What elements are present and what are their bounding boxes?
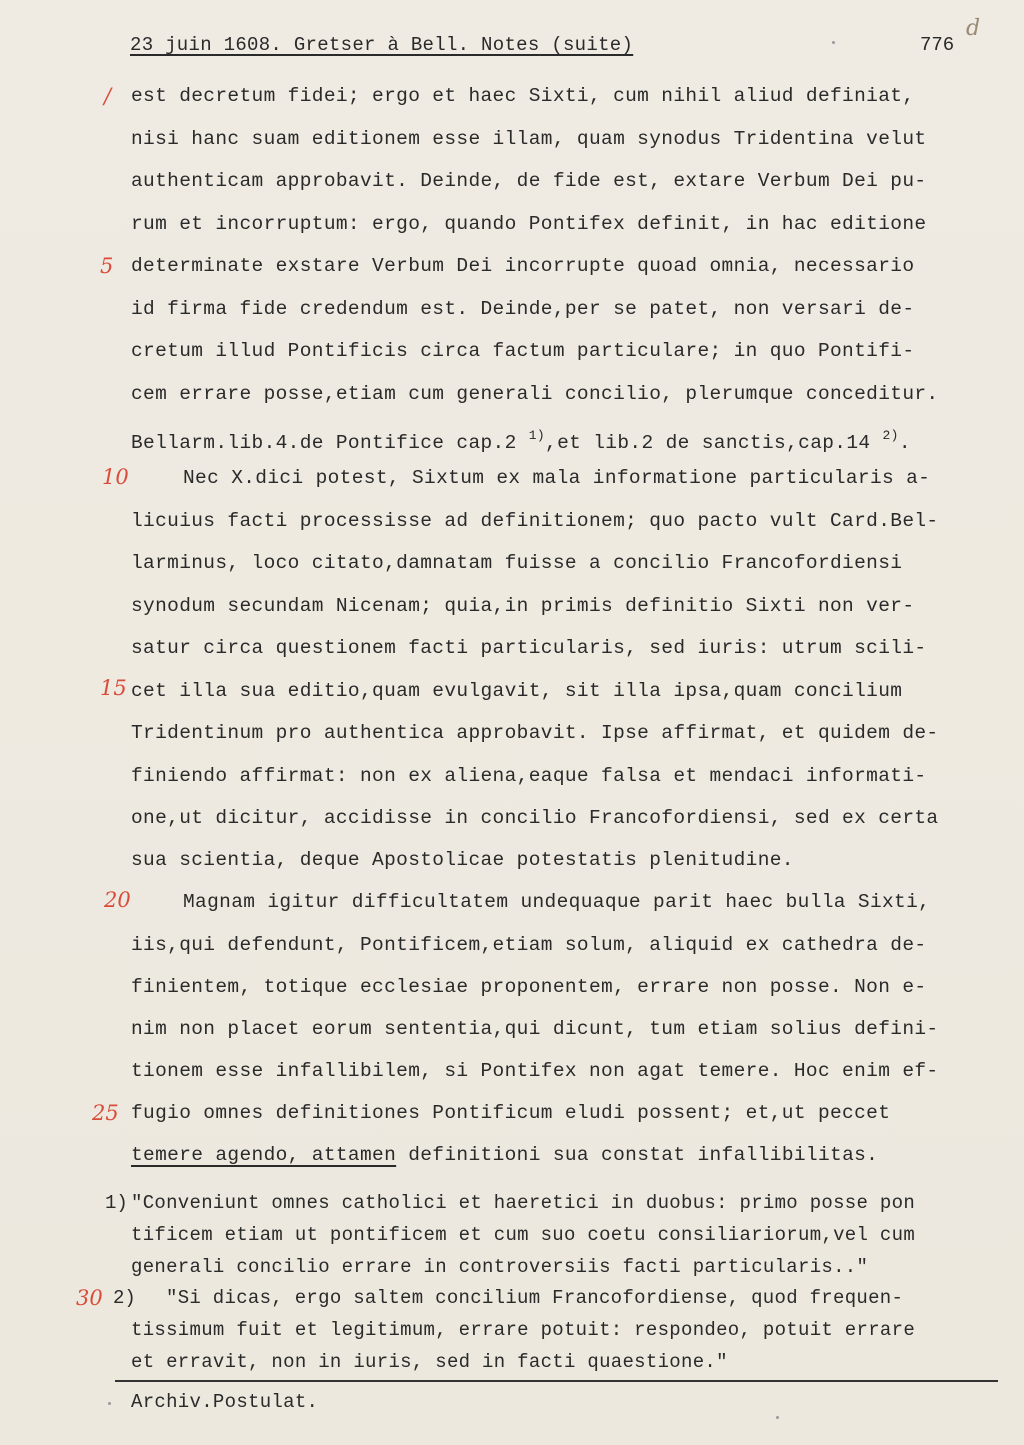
text-line: Nec X.dici potest, Sixtum ex mala informatione particularis a- xyxy=(183,467,931,489)
footnote-2-line: tissimum fuit et legitimum, errare potuit: respondeo, potuit errare xyxy=(131,1319,916,1341)
margin-mark-30: 30 xyxy=(76,1286,103,1310)
reference-text-2: ,et lib.2 de sanctis,cap.14 xyxy=(545,432,883,454)
margin-mark-10: 10 xyxy=(102,465,129,489)
header-title: 23 juin 1608. Gretser à Bell. Notes xyxy=(130,34,540,56)
footnote-1-marker: 1) xyxy=(105,1192,128,1214)
text-line: nim non placet eorum sententia,qui dicunt, tum etiam solius defini- xyxy=(131,1018,939,1040)
text-line: determinate exstare Verbum Dei incorrupte quoad omnia, necessario xyxy=(131,255,915,277)
text-line: est decretum fidei; ergo et haec Sixti, cum nihil aliud definiat, xyxy=(131,85,915,107)
text-line-references xyxy=(131,424,911,454)
text-line: larminus, loco citato,damnatam fuisse a concilio Francofordiensi xyxy=(131,552,903,574)
footnote-2-line: "Si dicas, ergo saltem concilium Francofordiense, quod frequen- xyxy=(166,1287,904,1309)
text-line: cretum illud Pontificis circa factum particulare; in quo Pontifi- xyxy=(131,340,915,362)
page-number: 776 xyxy=(920,34,955,56)
paper-speck xyxy=(776,1416,779,1419)
text-line: synodum secundam Nicenam; quia,in primis definitio Sixti non ver- xyxy=(131,595,915,617)
text-line: fugio omnes definitiones Pontificum eludi possent; et,ut peccet xyxy=(131,1102,891,1124)
footnote-ref-1: 1) xyxy=(528,428,546,443)
footnote-2-marker: 2) xyxy=(113,1287,136,1309)
text-line: rum et incorruptum: ergo, quando Pontifex definit, in hac editione xyxy=(131,213,927,235)
text-line: nisi hanc suam editionem esse illam, quam synodus Tridentina velut xyxy=(131,128,927,150)
footer-rule xyxy=(115,1380,998,1382)
text-line: iis,qui defendunt, Pontificem,etiam solum, aliquid ex cathedra de- xyxy=(131,934,927,956)
text-line: tionem esse infallibilem, si Pontifex non agat temere. Hoc enim ef- xyxy=(131,1060,939,1082)
text-line: one,ut dicitur, accidisse in concilio Francofordiensi, sed ex certa xyxy=(131,807,939,829)
margin-mark-20: 20 xyxy=(104,888,131,912)
header-suite: (suite) xyxy=(539,34,634,56)
reference-text: Bellarm.lib.4.de Pontifice cap.2 xyxy=(131,432,517,454)
text-line-last xyxy=(131,1143,878,1167)
text-line: cem errare posse,etiam cum generali concilio, plerumque conceditur. xyxy=(131,383,939,405)
page-header xyxy=(130,34,633,56)
text-line: Magnam igitur difficultatem undequaque parit haec bulla Sixti, xyxy=(183,891,931,913)
footnote-1-line: tificem etiam ut pontificem et cum suo coetu consiliariorum,vel cum xyxy=(131,1224,916,1246)
text-line: finientem, totique ecclesiae proponentem, errare non posse. Non e- xyxy=(131,976,927,998)
reference-end: . xyxy=(898,432,911,454)
margin-mark-1: / xyxy=(104,84,112,108)
paper-speck xyxy=(108,1402,111,1405)
text-line: finiendo affirmat: non ex aliena,eaque falsa et mendaci informati- xyxy=(131,765,927,787)
text-line: id firma fide credendum est. Deinde,per se patet, non versari de- xyxy=(131,298,915,320)
archive-source: Archiv.Postulat. xyxy=(131,1391,319,1413)
text-line: sua scientia, deque Apostolicae potestatis plenitudine. xyxy=(131,849,794,871)
text-line: Tridentinum pro authentica approbavit. Ipse affirmat, et quidem de- xyxy=(131,722,939,744)
footnote-1-line: "Conveniunt omnes catholici et haeretici in duobus: primo posse pon xyxy=(131,1192,916,1214)
text-line: licuius facti processisse ad definitionem; quo pacto vult Card.Bel- xyxy=(131,510,939,532)
underlined-phrase: temere agendo, attamen xyxy=(131,1144,397,1166)
margin-mark-5: 5 xyxy=(100,254,114,278)
margin-mark-15: 15 xyxy=(100,676,127,700)
footnote-ref-2: 2) xyxy=(882,428,899,443)
paper-speck xyxy=(832,41,835,44)
last-line-rest: definitioni sua constat infallibilitas. xyxy=(396,1144,879,1166)
footnote-2-line: et erravit, non in iuris, sed in facti quaestione." xyxy=(131,1351,728,1373)
margin-mark-25: 25 xyxy=(92,1101,119,1125)
footnote-1-line: generali concilio errare in controversiis facti particularis.." xyxy=(131,1256,869,1278)
page-mark-handwritten: d xyxy=(966,16,981,41)
text-line: authenticam approbavit. Deinde, de fide est, extare Verbum Dei pu- xyxy=(131,170,927,192)
text-line: satur circa questionem facti particularis, sed iuris: utrum scili- xyxy=(131,637,927,659)
text-line: cet illa sua editio,quam evulgavit, sit illa ipsa,quam concilium xyxy=(131,680,903,702)
